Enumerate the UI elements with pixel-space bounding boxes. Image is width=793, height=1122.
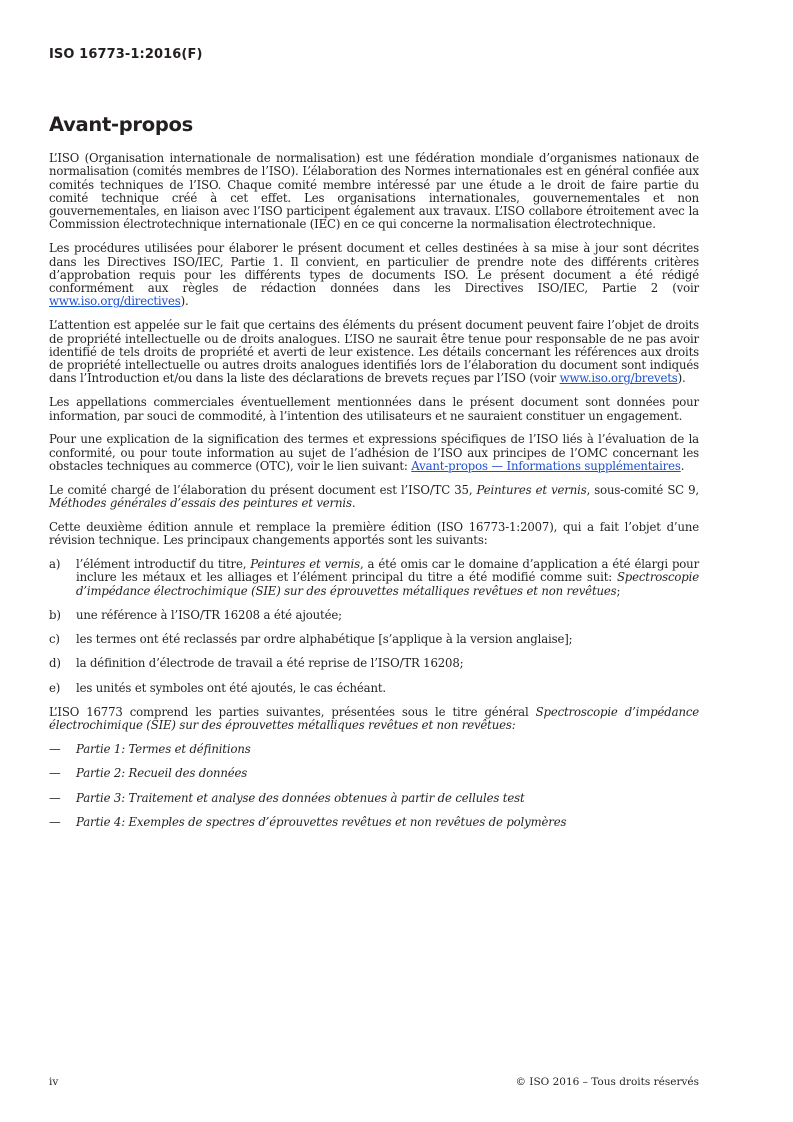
dash-marker: — bbox=[49, 766, 61, 781]
list-item: — Partie 1: Termes et définitions bbox=[49, 742, 251, 757]
list-item: — Partie 4: Exemples de spectres d’éprouvettes revêtues et non revêtues de polymères bbox=[49, 814, 567, 829]
list-item: e) les unités et symboles ont été ajoutés, le cas échéant. bbox=[49, 680, 386, 695]
page-number: iv bbox=[49, 1076, 59, 1088]
paragraph-parts-intro: L’ISO 16773 comprend les parties suivantes, présentées sous le titre général Spectroscopie d’impédance électrochimique (SIE) sur des éprouvettes métalliques revêtues et non revêtues: bbox=[49, 705, 699, 733]
foreword-info-link[interactable]: Avant-propos — Informations supplémentaires bbox=[411, 458, 681, 473]
copyright-notice: © ISO 2016 – Tous droits réservés bbox=[515, 1076, 699, 1088]
paragraph-patents: L’attention est appelée sur le fait que certains des éléments du présent document peuvent faire l’objet de droits de propriété intellectuelle ou de droits analogues. L’ISO ne saurait être tenue pour responsable de ne pas avoir identifié de tels droits de propriété et averti de leur existence. Les détails concernant les références aux droits de propriété intellectuelle ou autres droits analogues identifiés lors de l’élaboration du document sont indiqués dans l’Introduction et/ou dans la liste des déclarations de brevets reçues par l’ISO (voir www.iso.org/brevets). bbox=[49, 318, 699, 386]
list-marker: d) bbox=[49, 656, 61, 671]
patents-link[interactable]: www.iso.org/brevets bbox=[559, 371, 678, 386]
directives-link[interactable]: www.iso.org/directives bbox=[49, 294, 181, 309]
list-marker: a) bbox=[49, 556, 61, 571]
document-id-header: ISO 16773-1:2016(F) bbox=[49, 47, 203, 62]
paragraph-iso-intro: L’ISO (Organisation internationale de normalisation) est une fédération mondiale d’organismes nationaux de normalisation (comités membres de l’ISO). L’élaboration des Normes internationales est en général confiée aux comités techniques de l’ISO. Chaque comité membre intéressé par une étude a le droit de faire partie du comité technique créé à cet effet. Les organisations internationales, gouvernementales et non gouvernementales, en liaison avec l’ISO participent également aux travaux. L’ISO collabore étroitement avec la Commission électrotechnique internationale (IEC) en ce qui concerne la normalisation électrotechnique. bbox=[49, 151, 699, 232]
document-body bbox=[49, 152, 699, 840]
dash-marker: — bbox=[49, 814, 61, 829]
list-item: b) une référence à l’ISO/TR 16208 a été ajoutée; bbox=[49, 607, 342, 622]
paragraph-committee: Le comité chargé de l’élaboration du présent document est l’ISO/TC 35, Peintures et vernis, sous-comité SC 9, Méthodes générales d’essais des peintures et vernis. bbox=[49, 482, 699, 511]
list-item: — Partie 2: Recueil des données bbox=[49, 766, 248, 781]
list-item: c) les termes ont été reclassés par ordre alphabétique [s’applique à la version anglaise]; bbox=[49, 632, 573, 647]
dash-marker: — bbox=[49, 790, 61, 805]
list-item: d) la définition d’électrode de travail a été reprise de l’ISO/TR 16208; bbox=[49, 656, 464, 671]
paragraph-edition: Cette deuxième édition annule et remplace la première édition (ISO 16773-1:2007), qui a fait l’objet d’une révision technique. Les principaux changements apportés sont les suivants: bbox=[49, 519, 699, 548]
list-marker: e) bbox=[49, 680, 61, 695]
paragraph-conformity: Pour une explication de la signification des termes et expressions spécifiques de l’ISO liés à l’évaluation de la conformité, ou pour toute information au sujet de l’adhésion de l’ISO aux principes de l’OMC concernant les obstacles techniques au commerce (OTC), voir le lien suivant: Avant-propos — Informations supplémentaires. bbox=[49, 432, 699, 473]
list-item: a) l’élément introductif du titre, Peintures et vernis, a été omis car le domaine d’application a été élargi pour inclure les métaux et les alliages et l’élément principal du titre a été modifié comme suit: Spectroscopie d’impédance électrochimique (SIE) sur des éprouvettes métalliques revêtues et non revêtues; bbox=[49, 556, 700, 598]
dash-marker: — bbox=[49, 742, 61, 757]
list-marker: b) bbox=[49, 607, 61, 622]
list-item: — Partie 3: Traitement et analyse des données obtenues à partir de cellules test bbox=[49, 790, 525, 805]
paragraph-procedures: Les procédures utilisées pour élaborer le présent document et celles destinées à sa mise à jour sont décrites dans les Directives ISO/IEC, Partie 1. Il convient, en particulier de prendre note des différents critères d’approbation requis pour les différents types de documents ISO. Le présent document a été rédigé conformément aux règles de rédaction données dans les Directives ISO/IEC, Partie 2 (voir www.iso.org/directives). bbox=[49, 241, 699, 309]
page-title: Avant-propos bbox=[49, 113, 193, 136]
paragraph-trade-names: Les appellations commerciales éventuellement mentionnées dans le présent document sont données pour information, par souci de commodité, à l’intention des utilisateurs et ne sauraient constituer un engagement. bbox=[49, 395, 699, 423]
list-marker: c) bbox=[49, 632, 60, 647]
